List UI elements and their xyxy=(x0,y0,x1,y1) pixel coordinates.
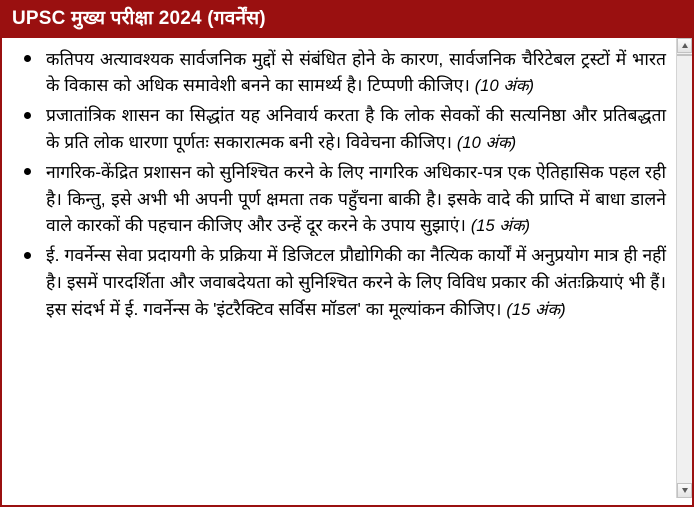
question-marks: (15 अंक) xyxy=(506,300,566,319)
question-text: नागरिक-केंद्रित प्रशासन को सुनिश्चित करने के लिए नागरिक अधिकार-पत्र एक ऐतिहासिक पहल रही है। किन्तु, इसे अभी भी अपनी पूर्ण क्षमता तक पहुँचना बाकी है। इसके वादे की प्राप्ति में बाधा डालने वाले कारकों की पहचान कीजिए और उन्हें दूर करने के उपाय सुझाएं। xyxy=(46,162,666,236)
question-text: प्रजातांत्रिक शासन का सिद्धांत यह अनिवार्य करता है कि लोक सेवकों की सत्यनिष्ठा और प्रतिबद्धता के प्रति लोक धारणा पूर्णतः सकारात्मक बनी रहे। विवेचना कीजिए। xyxy=(46,105,666,153)
scroll-up-arrow-icon[interactable] xyxy=(677,38,692,53)
question-text: कतिपय अत्यावश्यक सार्वजनिक मुद्दों से संबंधित होने के कारण, सार्वजनिक चैरिटेबल ट्रस्टों में भारत के विकास को अधिक समावेशी बनने का सामर्थ्य है। टिप्पणी कीजिए। xyxy=(46,48,666,96)
list-item xyxy=(16,159,666,239)
question-list-container xyxy=(2,38,692,498)
question-list xyxy=(16,46,666,323)
question-marks: (15 अंक) xyxy=(470,217,531,236)
list-item xyxy=(16,242,666,322)
chevron-down-icon xyxy=(682,488,688,493)
bullet-icon xyxy=(24,112,31,119)
bullet-icon xyxy=(24,55,31,62)
question-marks: (10 अंक) xyxy=(456,134,517,153)
question-text: ई. गवर्नेन्स सेवा प्रदायगी के प्रक्रिया में डिजिटल प्रौद्योगिकी का नैत्यिक कार्यों में अनुप्रयोग मात्र ही नहीं है। इसमें पारदर्शिता और जवाबदेयता को सुनिश्चित करने के लिए विविध प्रकार की अंतःक्रियाएं भी हैं। इस संदर्भ में ई. गवर्नेन्स के 'इंटरैक्टिव सर्विस मॉडल' का मूल्यांकन कीजिए। xyxy=(46,245,666,319)
question-marks: (10 अंक) xyxy=(474,77,535,96)
list-item xyxy=(16,46,666,100)
page-title: UPSC मुख्य परीक्षा 2024 (गवर्नेंस) xyxy=(2,2,692,38)
scroll-down-arrow-icon[interactable] xyxy=(677,483,692,498)
bullet-icon xyxy=(24,252,31,259)
vertical-scrollbar[interactable] xyxy=(676,38,692,498)
scrollbar-thumb[interactable] xyxy=(677,54,692,56)
chevron-up-icon xyxy=(682,43,688,48)
bullet-icon xyxy=(24,168,31,175)
list-item xyxy=(16,102,666,156)
